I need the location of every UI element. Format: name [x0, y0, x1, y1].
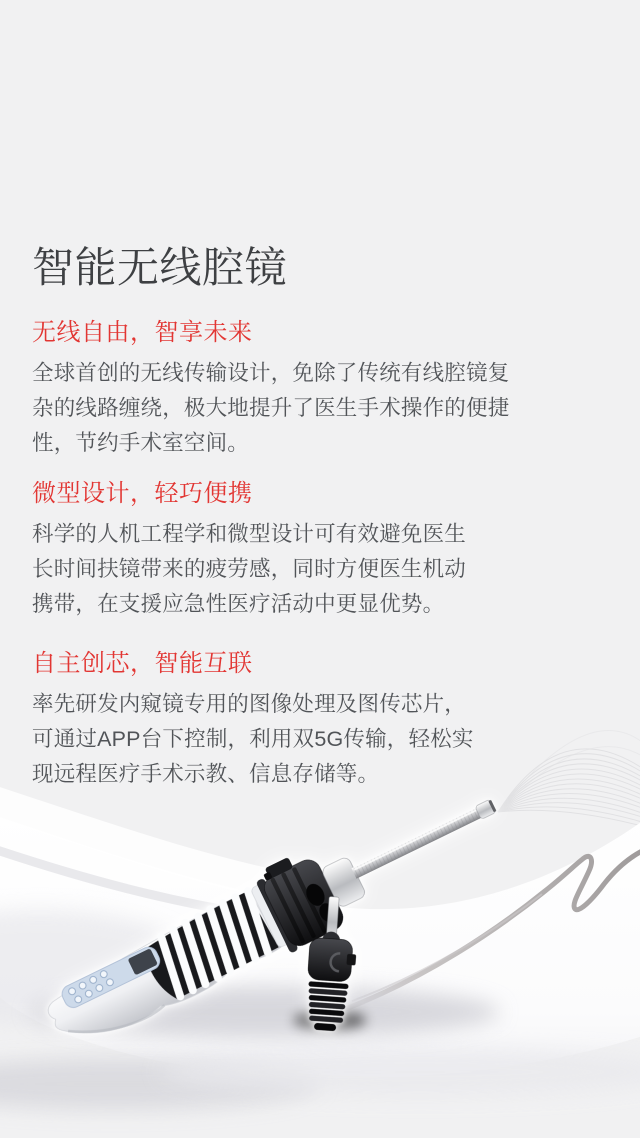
body-line: 可通过APP台下控制，利用双5G传输，轻松实: [32, 727, 474, 751]
body-line: 长时间扶镜带来的疲劳感，同时方便医生机动: [32, 557, 467, 581]
feature-section-wireless: [32, 318, 509, 461]
body-line: 科学的人机工程学和微型设计可有效避免医生: [32, 522, 467, 546]
body-line: 率先研发内窥镜专用的图像处理及图传芯片，: [32, 692, 467, 716]
body-line: 携带，在支援应急性医疗活动中更显优势。: [32, 592, 445, 616]
feature-section-compact: [32, 479, 466, 622]
page-title: 智能无线腔镜: [32, 244, 288, 291]
body-line: 性，节约手术室空间。: [32, 431, 250, 455]
feature-section-chip: [32, 649, 474, 792]
body-line: 现远程医疗手术示教、信息存储等。: [32, 762, 380, 786]
section-body: [32, 356, 509, 461]
body-line: 杂的线路缠绕，极大地提升了医生手术操作的便捷: [32, 396, 510, 420]
section-body: [32, 687, 474, 792]
section-heading: 微型设计，轻巧便携: [32, 480, 253, 507]
body-line: 全球首创的无线传输设计，免除了传统有线腔镜复: [32, 361, 510, 385]
section-body: [32, 517, 466, 622]
section-heading: 自主创芯，智能互联: [32, 650, 253, 677]
section-heading: 无线自由，智享未来: [32, 319, 253, 346]
